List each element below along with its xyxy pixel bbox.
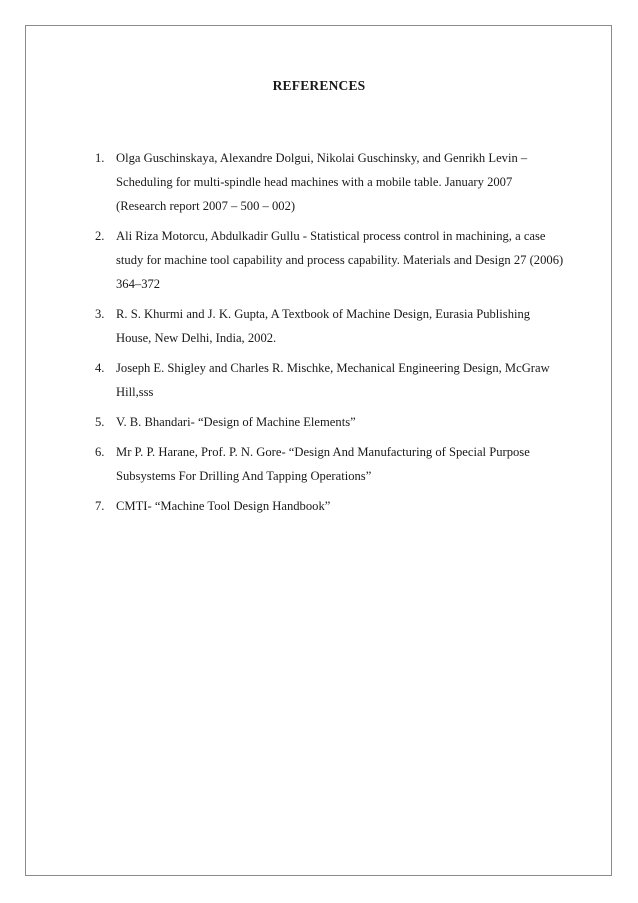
reference-item — [95, 440, 565, 488]
reference-list — [95, 146, 565, 524]
reference-text: Ali Riza Motorcu, Abdulkadir Gullu - Statistical process control in machining, a case study for machine tool capability and process capability. Materials and Design 27 (2006) 364–372 — [116, 229, 564, 291]
reference-number: 1. — [95, 151, 105, 165]
reference-number: 3. — [95, 307, 105, 321]
page-title: REFERENCES — [272, 78, 366, 93]
reference-number: 7. — [95, 499, 105, 513]
reference-item — [95, 146, 565, 218]
reference-text: V. B. Bhandari- “Design of Machine Elements” — [116, 415, 356, 429]
reference-item — [95, 224, 565, 296]
reference-text: Joseph E. Shigley and Charles R. Mischke, Mechanical Engineering Design, McGraw Hill,sss — [116, 361, 550, 399]
reference-number: 6. — [95, 445, 105, 459]
reference-text: Mr P. P. Harane, Prof. P. N. Gore- “Design And Manufacturing of Special Purpose Subsystems For Drilling And Tapping Operations” — [116, 445, 530, 483]
reference-item — [95, 302, 565, 350]
reference-text: R. S. Khurmi and J. K. Gupta, A Textbook of Machine Design, Eurasia Publishing House, New Delhi, India, 2002. — [116, 307, 531, 345]
reference-item — [95, 410, 565, 434]
reference-number: 5. — [95, 415, 105, 429]
reference-text: CMTI- “Machine Tool Design Handbook” — [116, 499, 331, 513]
reference-item — [95, 494, 565, 518]
reference-number: 4. — [95, 361, 105, 375]
reference-number: 2. — [95, 229, 105, 243]
reference-item — [95, 356, 565, 404]
reference-text: Olga Guschinskaya, Alexandre Dolgui, Nikolai Guschinsky, and Genrikh Levin – Scheduling for multi-spindle head machines with a mobile table. January 2007 (Research report 2007 – 500 – 002) — [116, 151, 528, 213]
